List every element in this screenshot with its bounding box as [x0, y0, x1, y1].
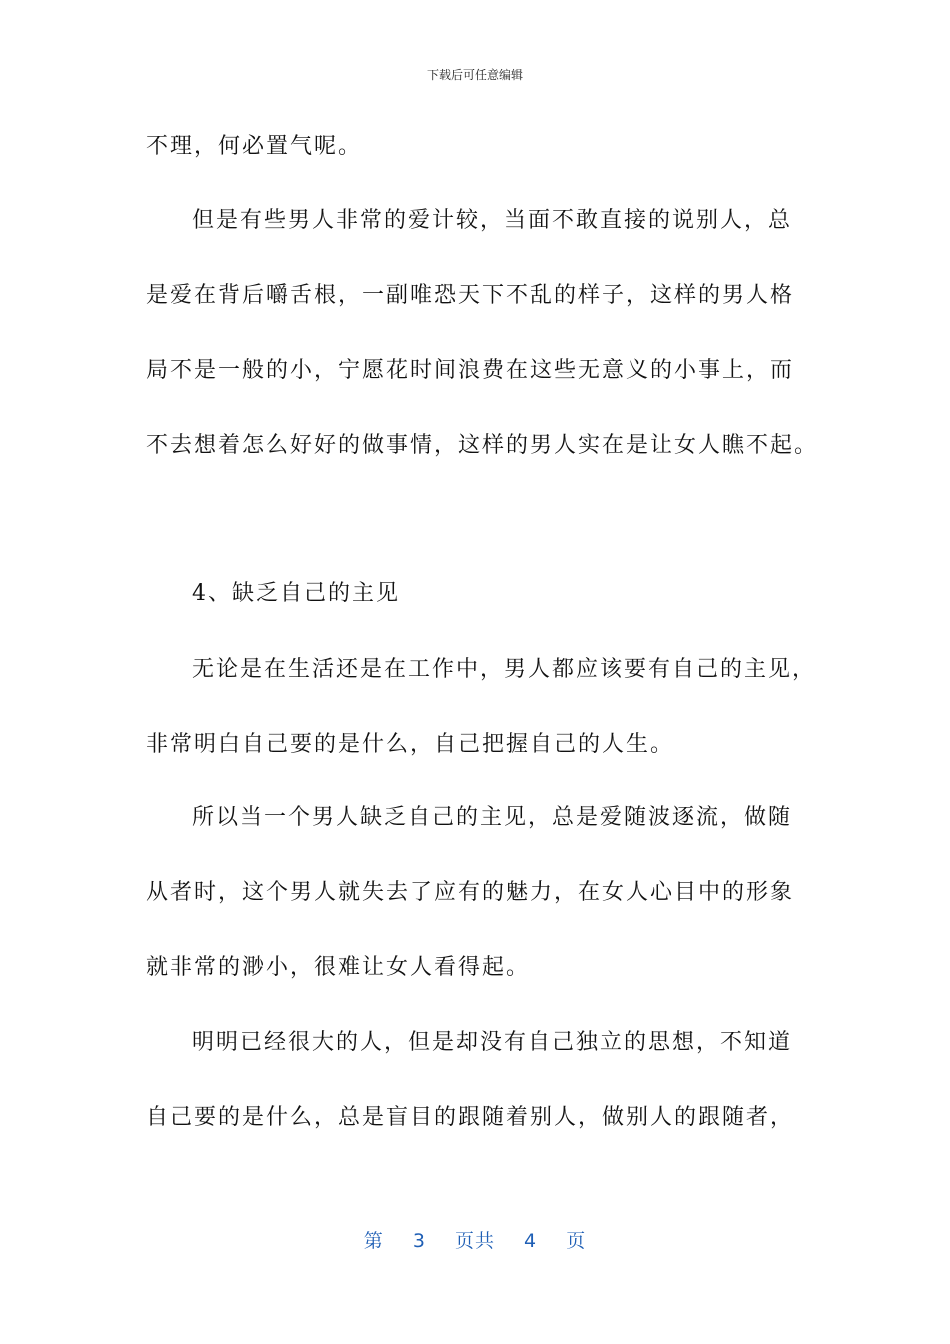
paragraph-start-line: 所以当一个男人缺乏自己的主见，总是爱随波逐流，做随 [192, 805, 793, 830]
total-pages-number: 4 [524, 1230, 538, 1252]
paragraph-start-line: 但是有些男人非常的爱计较，当面不敢直接的说别人，总 [192, 208, 793, 233]
current-page-number: 3 [412, 1230, 426, 1252]
text-line: 不去想着怎么好好的做事情，这样的男人实在是让女人瞧不起。 [146, 433, 819, 458]
paragraph-start-line: 无论是在生活还是在工作中，男人都应该要有自己的主见， [192, 657, 817, 682]
text-line: 局不是一般的小，宁愿花时间浪费在这些无意义的小事上，而 [146, 358, 795, 383]
footer-suffix: 页 [566, 1230, 587, 1252]
footer-middle: 页共 [454, 1230, 495, 1252]
text-line: 不理，何必置气呢。 [146, 134, 363, 159]
text-line: 是爱在背后嚼舌根，一副唯恐天下不乱的样子，这样的男人格 [146, 283, 795, 308]
text-line: 自己要的是什么，总是盲目的跟随着别人，做别人的跟随者， [146, 1105, 795, 1130]
page-footer [0, 1226, 950, 1253]
paragraph-start-line: 明明已经很大的人，但是却没有自己独立的思想，不知道 [192, 1030, 793, 1055]
page-header: 下载后可任意编辑 [426, 68, 523, 82]
footer-prefix: 第 [363, 1230, 384, 1252]
text-line: 就非常的渺小，很难让女人看得起。 [146, 955, 531, 980]
section-heading: 4、缺乏自己的主见 [192, 581, 400, 606]
text-line: 非常明白自己要的是什么，自己把握自己的人生。 [146, 732, 675, 757]
text-line: 从者时，这个男人就失去了应有的魅力，在女人心目中的形象 [146, 880, 795, 905]
